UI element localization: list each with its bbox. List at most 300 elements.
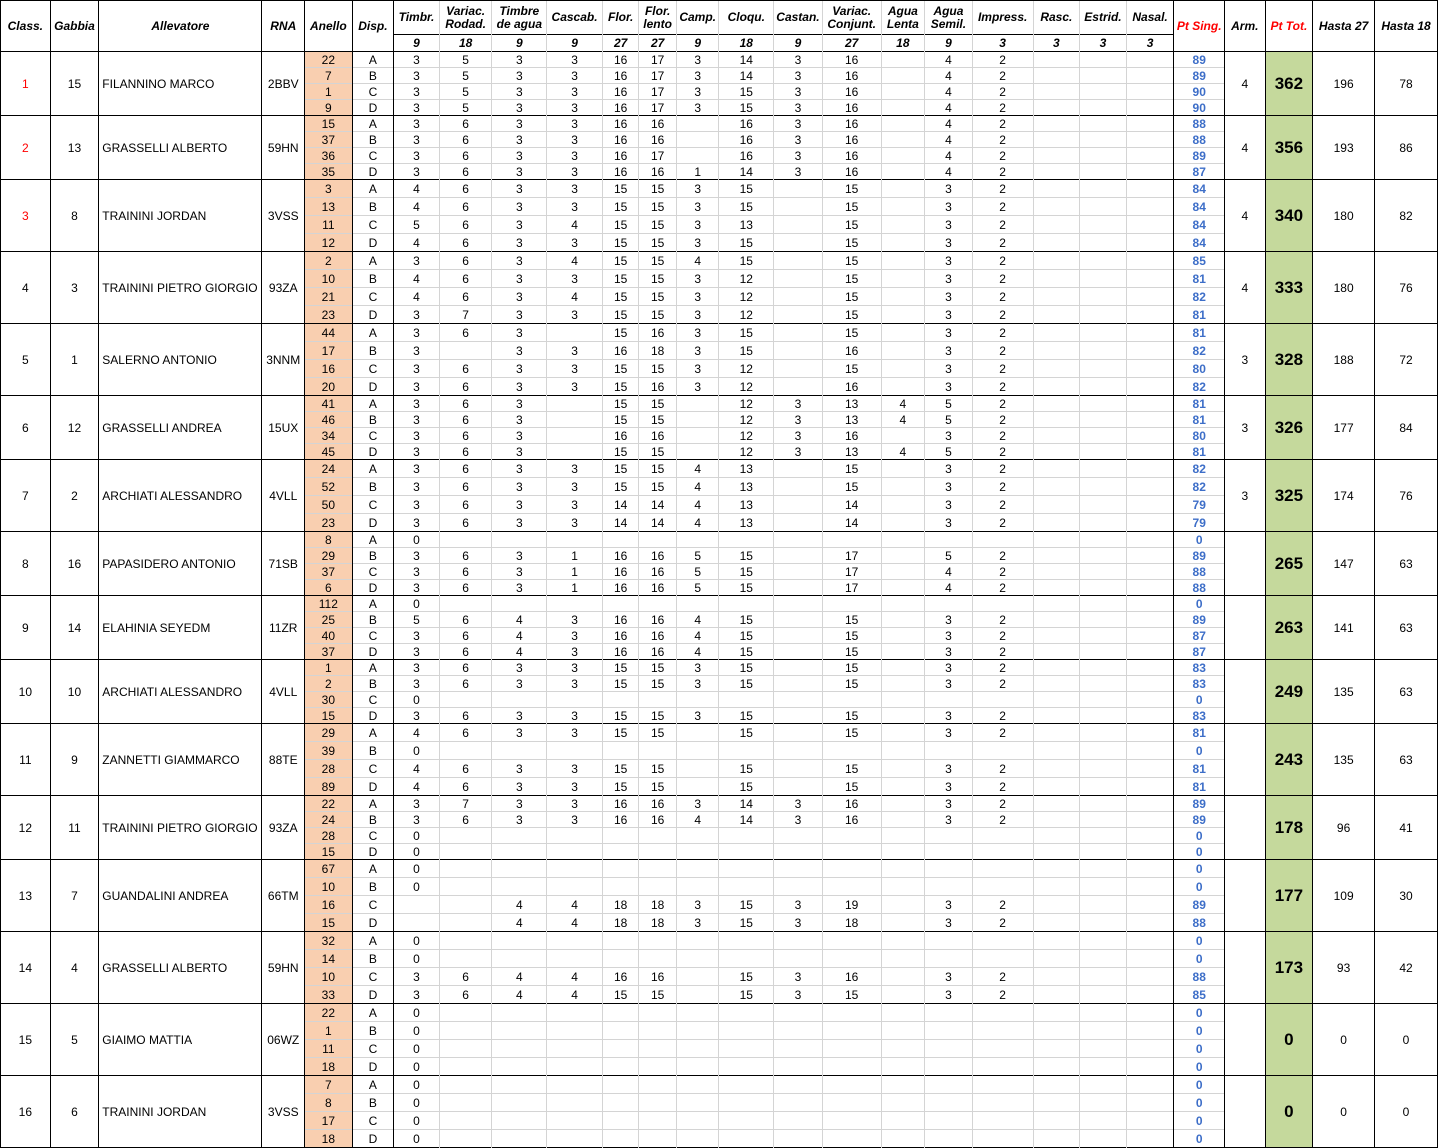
score-cell: [1126, 580, 1174, 596]
score-cell: 2: [972, 180, 1033, 198]
score-cell: 3: [925, 180, 973, 198]
score-cell: 2: [972, 270, 1033, 288]
score-cell: [1080, 612, 1127, 628]
pt-sing-cell: 81: [1174, 778, 1225, 796]
max-points-cell: 9: [492, 35, 547, 52]
score-cell: 3: [925, 478, 973, 496]
score-cell: [1033, 1040, 1080, 1058]
score-cell: [1126, 478, 1174, 496]
score-cell: 6: [439, 628, 492, 644]
score-cell: [1080, 478, 1127, 496]
score-cell: 15: [602, 708, 638, 724]
score-cell: [774, 1058, 823, 1076]
score-cell: [1080, 1094, 1127, 1112]
header-allevatore: Allevatore: [99, 1, 262, 52]
score-cell: 2: [972, 612, 1033, 628]
anello-cell: 52: [305, 478, 353, 496]
score-cell: [1080, 216, 1127, 234]
score-cell: 3: [547, 100, 603, 116]
pt-sing-cell: 79: [1174, 514, 1225, 532]
score-cell: [639, 950, 676, 968]
score-cell: [439, 342, 492, 360]
score-cell: [972, 1094, 1033, 1112]
score-cell: 16: [639, 132, 676, 148]
score-cell: 3: [774, 796, 823, 812]
score-cell: 1: [547, 564, 603, 580]
score-cell: 3: [547, 198, 603, 216]
score-cell: 15: [719, 324, 774, 342]
score-cell: 4: [925, 100, 973, 116]
disp-cell: D: [352, 306, 394, 324]
score-cell: 3: [774, 148, 823, 164]
disp-cell: B: [352, 478, 394, 496]
score-cell: [881, 676, 925, 692]
score-cell: 16: [639, 628, 676, 644]
score-cell: 2: [972, 100, 1033, 116]
score-cell: 0: [394, 1058, 440, 1076]
score-cell: [1033, 896, 1080, 914]
score-cell: 15: [639, 180, 676, 198]
score-cell: 3: [925, 496, 973, 514]
score-cell: 3: [394, 52, 440, 68]
arm-cell: [1225, 796, 1266, 860]
disp-cell: A: [352, 396, 394, 412]
disp-cell: D: [352, 1130, 394, 1148]
score-cell: [676, 1094, 719, 1112]
score-cell: [972, 878, 1033, 896]
score-cell: [1080, 914, 1127, 932]
score-cell: [1080, 708, 1127, 724]
score-cell: [1080, 428, 1127, 444]
score-cell: [1126, 342, 1174, 360]
score-cell: 15: [822, 234, 881, 252]
pt-sing-cell: 0: [1174, 932, 1225, 950]
pt-sing-cell: 0: [1174, 1022, 1225, 1040]
score-cell: 3: [676, 198, 719, 216]
disp-cell: D: [352, 844, 394, 860]
score-cell: 15: [639, 986, 676, 1004]
score-cell: 4: [925, 116, 973, 132]
score-cell: 3: [492, 324, 547, 342]
score-cell: [719, 1022, 774, 1040]
anello-cell: 15: [305, 708, 353, 724]
score-cell: [925, 1058, 973, 1076]
anello-cell: 37: [305, 564, 353, 580]
score-cell: 15: [719, 968, 774, 986]
hasta27-cell: 174: [1313, 460, 1375, 532]
score-cell: 4: [925, 148, 973, 164]
gabbia-cell: 14: [50, 596, 99, 660]
score-cell: 2: [972, 548, 1033, 564]
score-cell: [602, 828, 638, 844]
score-cell: [1126, 116, 1174, 132]
score-cell: [1080, 148, 1127, 164]
score-cell: [972, 1130, 1033, 1148]
score-cell: [439, 532, 492, 548]
score-cell: 2: [972, 428, 1033, 444]
score-cell: 15: [602, 360, 638, 378]
score-cell: [1080, 68, 1127, 84]
score-cell: 3: [394, 580, 440, 596]
score-cell: [1033, 496, 1080, 514]
score-cell: 2: [972, 234, 1033, 252]
score-cell: 3: [492, 796, 547, 812]
arm-cell: [1225, 596, 1266, 660]
score-cell: [881, 724, 925, 742]
score-cell: [547, 596, 603, 612]
score-cell: [822, 1022, 881, 1040]
disp-cell: B: [352, 950, 394, 968]
hasta27-cell: 147: [1313, 532, 1375, 596]
score-cell: [774, 1004, 823, 1022]
pt-tot-cell: 265: [1265, 532, 1313, 596]
score-cell: [676, 950, 719, 968]
anello-cell: 67: [305, 860, 353, 878]
score-cell: 3: [676, 914, 719, 932]
score-cell: [439, 1004, 492, 1022]
score-cell: 2: [972, 116, 1033, 132]
score-cell: [1033, 968, 1080, 986]
score-cell: 3: [676, 68, 719, 84]
pt-sing-cell: 0: [1174, 950, 1225, 968]
score-cell: [925, 844, 973, 860]
score-cell: [881, 628, 925, 644]
score-cell: [881, 428, 925, 444]
score-cell: [1126, 860, 1174, 878]
score-cell: [925, 950, 973, 968]
score-cell: [881, 950, 925, 968]
score-cell: 13: [719, 496, 774, 514]
score-cell: [1126, 52, 1174, 68]
score-cell: [774, 596, 823, 612]
table-row: [1, 52, 1438, 68]
anello-cell: 10: [305, 968, 353, 986]
score-cell: 3: [676, 288, 719, 306]
score-cell: 2: [972, 968, 1033, 986]
pt-sing-cell: 0: [1174, 692, 1225, 708]
score-cell: [394, 896, 440, 914]
score-cell: [1033, 252, 1080, 270]
score-cell: 15: [719, 778, 774, 796]
score-cell: [925, 692, 973, 708]
score-cell: [602, 860, 638, 878]
pt-sing-cell: 0: [1174, 742, 1225, 760]
disp-cell: A: [352, 660, 394, 676]
hasta27-cell: 0: [1313, 1076, 1375, 1148]
score-cell: [774, 760, 823, 778]
max-points-cell: 27: [602, 35, 638, 52]
score-cell: 3: [394, 496, 440, 514]
score-cell: 0: [394, 860, 440, 878]
disp-cell: A: [352, 1004, 394, 1022]
anello-cell: 50: [305, 496, 353, 514]
score-cell: [639, 844, 676, 860]
disp-cell: D: [352, 444, 394, 460]
score-cell: [602, 878, 638, 896]
score-cell: 15: [719, 564, 774, 580]
header-impress: Impress.: [972, 1, 1033, 35]
score-cell: [822, 878, 881, 896]
score-cell: [719, 932, 774, 950]
score-cell: 3: [774, 896, 823, 914]
anello-cell: 21: [305, 288, 353, 306]
score-cell: [774, 708, 823, 724]
anello-cell: 28: [305, 828, 353, 844]
score-cell: [639, 932, 676, 950]
anello-cell: 2: [305, 252, 353, 270]
gabbia-cell: 3: [50, 252, 99, 324]
score-cell: 3: [492, 708, 547, 724]
hasta27-cell: 141: [1313, 596, 1375, 660]
score-cell: 16: [639, 548, 676, 564]
score-cell: [1033, 324, 1080, 342]
header-camp: Camp.: [676, 1, 719, 35]
score-cell: 15: [719, 986, 774, 1004]
score-cell: 4: [925, 68, 973, 84]
disp-cell: A: [352, 532, 394, 548]
hasta27-cell: 135: [1313, 724, 1375, 796]
score-cell: [1126, 1130, 1174, 1148]
score-cell: 15: [602, 396, 638, 412]
score-cell: 3: [492, 52, 547, 68]
score-cell: 16: [602, 580, 638, 596]
score-cell: 15: [822, 252, 881, 270]
score-cell: 2: [972, 164, 1033, 180]
score-cell: [602, 1004, 638, 1022]
score-cell: 3: [394, 460, 440, 478]
score-cell: [719, 1076, 774, 1094]
rna-cell: 3NNM: [262, 324, 305, 396]
score-cell: [1080, 306, 1127, 324]
score-cell: 15: [719, 84, 774, 100]
header-row: [1, 1, 1438, 35]
score-cell: 6: [439, 986, 492, 1004]
score-cell: 16: [602, 84, 638, 100]
score-cell: [1033, 180, 1080, 198]
score-cell: 0: [394, 532, 440, 548]
allevatore-cell: TRAININI PIETRO GIORGIO: [99, 796, 262, 860]
score-cell: 3: [676, 360, 719, 378]
score-cell: [676, 778, 719, 796]
score-cell: 3: [925, 676, 973, 692]
header-pt-tot: Pt Tot.: [1265, 1, 1313, 52]
score-cell: 15: [822, 270, 881, 288]
pt-sing-cell: 79: [1174, 496, 1225, 514]
score-cell: 2: [972, 580, 1033, 596]
score-cell: [1126, 180, 1174, 198]
score-cell: 0: [394, 1112, 440, 1130]
score-cell: 6: [439, 812, 492, 828]
score-cell: 15: [639, 198, 676, 216]
gabbia-cell: 8: [50, 180, 99, 252]
score-cell: [822, 828, 881, 844]
anello-cell: 46: [305, 412, 353, 428]
score-cell: [774, 828, 823, 844]
score-cell: 15: [602, 660, 638, 676]
score-cell: 6: [439, 198, 492, 216]
score-cell: 6: [439, 270, 492, 288]
pt-sing-cell: 0: [1174, 1004, 1225, 1022]
gabbia-cell: 4: [50, 932, 99, 1004]
score-cell: 3: [547, 148, 603, 164]
score-cell: 3: [925, 986, 973, 1004]
score-cell: 4: [492, 986, 547, 1004]
arm-cell: [1225, 1076, 1266, 1148]
score-cell: 3: [925, 342, 973, 360]
score-cell: 7: [439, 796, 492, 812]
score-cell: [719, 828, 774, 844]
score-cell: [925, 828, 973, 844]
score-cell: [774, 564, 823, 580]
score-cell: 16: [602, 628, 638, 644]
hasta27-cell: 0: [1313, 1004, 1375, 1076]
score-cell: 3: [925, 660, 973, 676]
score-cell: 3: [492, 514, 547, 532]
disp-cell: B: [352, 412, 394, 428]
score-cell: [602, 1040, 638, 1058]
score-cell: [1080, 742, 1127, 760]
score-cell: 16: [602, 52, 638, 68]
disp-cell: A: [352, 1076, 394, 1094]
disp-cell: C: [352, 896, 394, 914]
score-cell: [1033, 532, 1080, 548]
score-cell: [602, 1076, 638, 1094]
pt-tot-cell: 340: [1265, 180, 1313, 252]
score-cell: [547, 1022, 603, 1040]
score-cell: 3: [925, 198, 973, 216]
score-cell: 16: [602, 132, 638, 148]
score-cell: [547, 324, 603, 342]
score-cell: 14: [822, 514, 881, 532]
score-cell: [822, 1094, 881, 1112]
arm-cell: [1225, 724, 1266, 796]
score-cell: 3: [492, 68, 547, 84]
score-cell: 15: [602, 216, 638, 234]
score-cell: 16: [639, 324, 676, 342]
score-cell: 4: [676, 612, 719, 628]
score-cell: [925, 1040, 973, 1058]
score-cell: 3: [676, 708, 719, 724]
header-timbr: Timbr.: [394, 1, 440, 35]
allevatore-cell: TRAININI JORDAN: [99, 1076, 262, 1148]
score-cell: [719, 1058, 774, 1076]
score-cell: 4: [394, 234, 440, 252]
allevatore-cell: ELAHINIA SEYEDM: [99, 596, 262, 660]
pt-sing-cell: 84: [1174, 234, 1225, 252]
score-cell: 4: [881, 444, 925, 460]
pt-sing-cell: 89: [1174, 612, 1225, 628]
disp-cell: A: [352, 460, 394, 478]
score-cell: [881, 914, 925, 932]
score-cell: 3: [394, 628, 440, 644]
score-cell: [639, 742, 676, 760]
anello-cell: 6: [305, 580, 353, 596]
score-cell: 3: [492, 132, 547, 148]
score-cell: 12: [719, 288, 774, 306]
rna-cell: 4VLL: [262, 660, 305, 724]
score-cell: [1080, 288, 1127, 306]
anello-cell: 2: [305, 676, 353, 692]
hasta27-cell: 177: [1313, 396, 1375, 460]
hasta18-cell: 72: [1375, 324, 1438, 396]
score-cell: 15: [822, 676, 881, 692]
score-cell: 6: [439, 148, 492, 164]
table-row: [1, 252, 1438, 270]
header-class: Class.: [1, 1, 51, 52]
score-cell: 3: [774, 68, 823, 84]
score-cell: [1126, 428, 1174, 444]
header-estrid: Estrid.: [1080, 1, 1127, 35]
score-cell: 6: [439, 444, 492, 460]
score-cell: [881, 580, 925, 596]
anello-cell: 15: [305, 844, 353, 860]
score-cell: 2: [972, 84, 1033, 100]
disp-cell: B: [352, 612, 394, 628]
score-cell: 4: [547, 216, 603, 234]
score-cell: [1033, 514, 1080, 532]
score-cell: 15: [822, 644, 881, 660]
disp-cell: B: [352, 68, 394, 84]
score-cell: 16: [822, 796, 881, 812]
score-cell: [676, 1076, 719, 1094]
score-cell: [774, 252, 823, 270]
max-points-cell: 3: [1033, 35, 1080, 52]
score-cell: 16: [639, 796, 676, 812]
score-cell: 5: [676, 580, 719, 596]
score-cell: 3: [394, 428, 440, 444]
score-cell: 0: [394, 1040, 440, 1058]
score-cell: [439, 1094, 492, 1112]
table-row: [1, 396, 1438, 412]
score-cell: [1080, 496, 1127, 514]
anello-cell: 41: [305, 396, 353, 412]
score-cell: [1126, 396, 1174, 412]
score-cell: [676, 860, 719, 878]
gabbia-cell: 11: [50, 796, 99, 860]
score-cell: 3: [774, 396, 823, 412]
score-cell: [822, 932, 881, 950]
score-cell: 16: [822, 428, 881, 444]
score-cell: 4: [394, 778, 440, 796]
score-cell: [639, 1040, 676, 1058]
score-cell: [925, 932, 973, 950]
rna-cell: 15UX: [262, 396, 305, 460]
score-cell: 3: [925, 514, 973, 532]
score-cell: [547, 412, 603, 428]
score-cell: 3: [547, 180, 603, 198]
score-cell: 12: [719, 306, 774, 324]
score-cell: [547, 1040, 603, 1058]
score-cell: 3: [394, 812, 440, 828]
score-cell: 15: [822, 360, 881, 378]
disp-cell: C: [352, 692, 394, 708]
score-cell: [881, 1112, 925, 1130]
score-cell: [774, 342, 823, 360]
allevatore-cell: TRAININI PIETRO GIORGIO: [99, 252, 262, 324]
score-cell: 3: [547, 778, 603, 796]
score-cell: [719, 532, 774, 548]
score-cell: [492, 950, 547, 968]
score-cell: 0: [394, 844, 440, 860]
pt-tot-cell: 177: [1265, 860, 1313, 932]
score-cell: 3: [394, 986, 440, 1004]
score-cell: 3: [492, 812, 547, 828]
score-cell: 2: [972, 724, 1033, 742]
score-cell: [1126, 1058, 1174, 1076]
rna-cell: 59HN: [262, 932, 305, 1004]
header-nasal: Nasal.: [1126, 1, 1174, 35]
score-cell: [774, 860, 823, 878]
